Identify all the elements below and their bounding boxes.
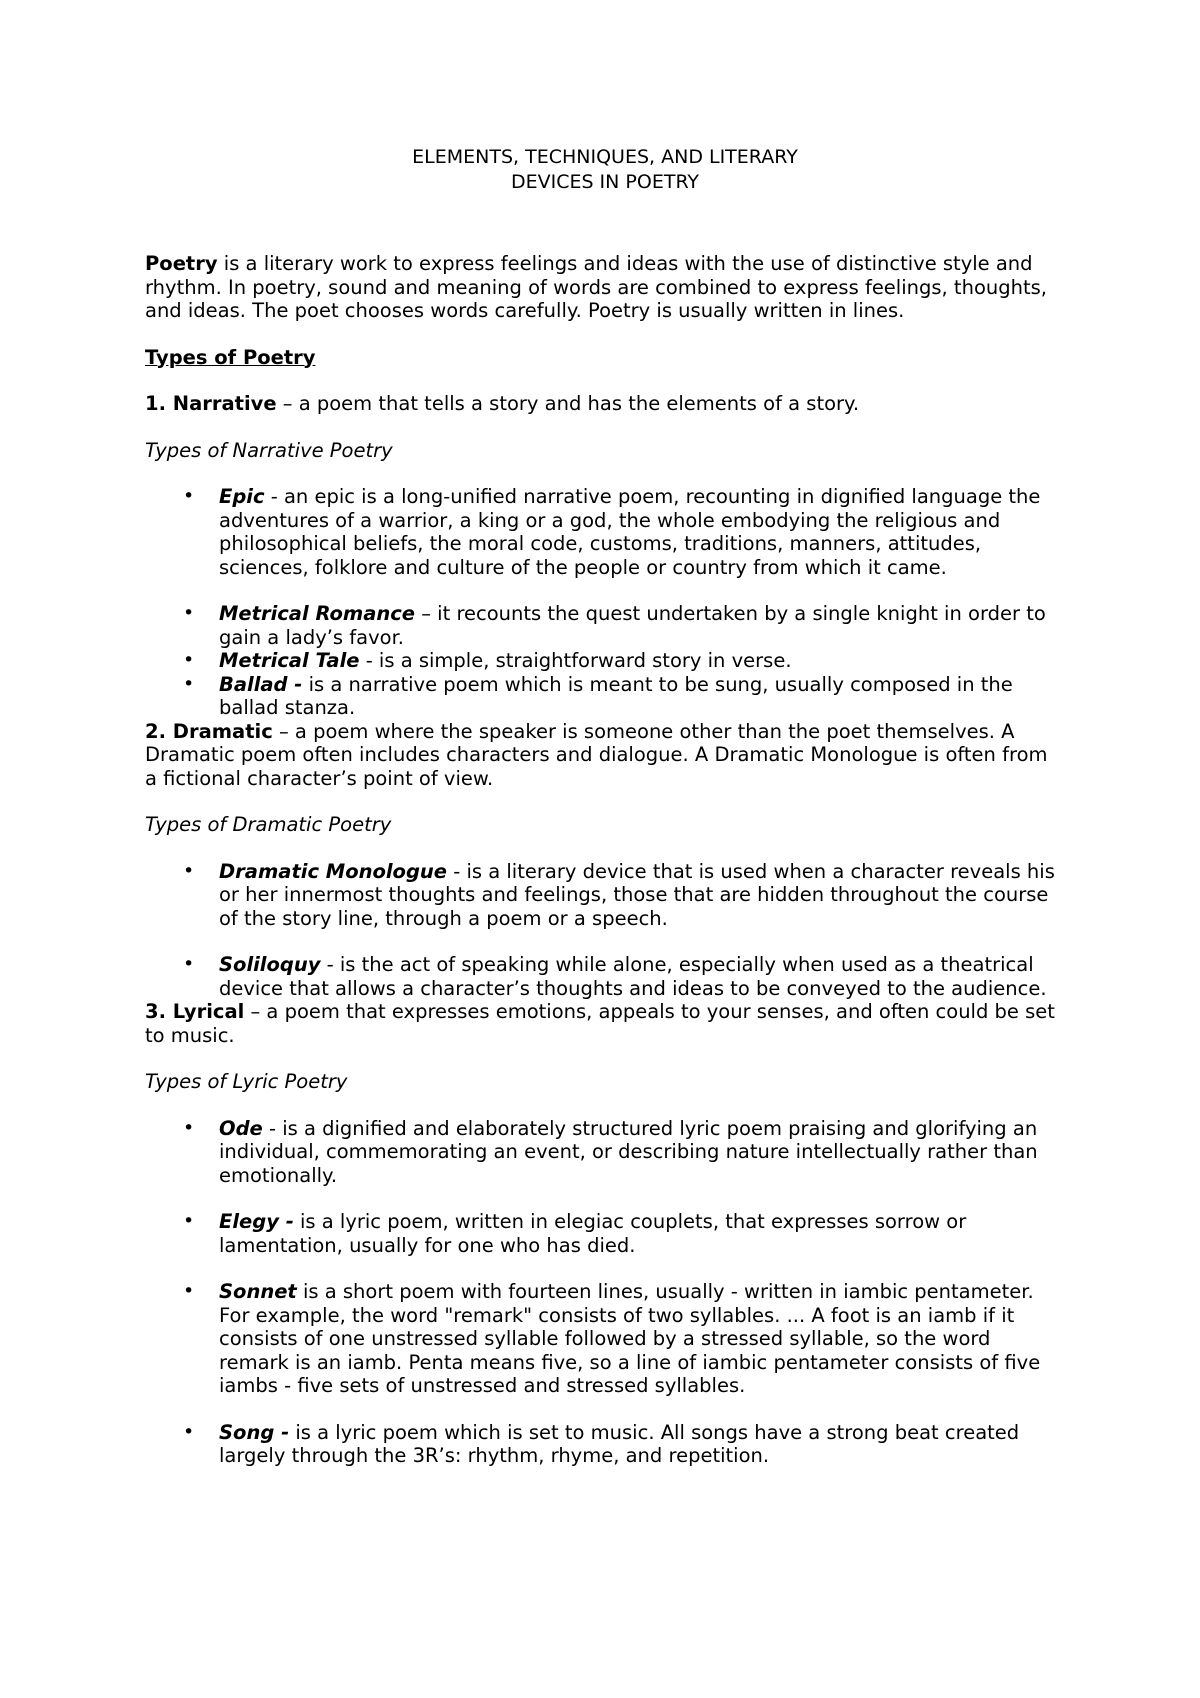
item-text: - is the act of speaking while alone, especially when used as a theatrical device that allows a character’s thoughts and ideas to be conveyed to the audience. [219,953,1047,1000]
item-term: Epic [219,485,265,508]
narrative-text: – a poem that tells a story and has the elements of a story. [276,392,860,415]
bullet-icon: • [183,859,195,882]
list-item [145,1421,1065,1468]
document-title [145,145,1065,195]
lyrical-text: – a poem that expresses emotions, appeals to your senses, and often could be set to music. [145,1000,1055,1047]
intro-term: Poetry [145,252,218,275]
bullet-icon: • [183,649,195,671]
item-text: is a lyric poem which is set to music. All songs have a strong beat created largely through the 3R’s: rhythm, rhyme, and repetition. [219,1420,1020,1467]
bullet-icon: • [183,1420,195,1443]
narrative-paragraph [145,392,1065,416]
item-term: Ode [219,1116,263,1140]
item-text: - is a dignified and elaborately structured lyric poem praising and glorifying an individual, commemorating an event, or describing nature intellectually rather than emotionally. [219,1116,1038,1187]
list-item [145,1117,1065,1188]
dramatic-label: 2. Dramatic [145,719,273,743]
item-term: Metrical Romance [219,602,416,625]
item-text: – it recounts the quest undertaken by a single knight in order to gain a lady’s favor. [219,602,1046,649]
item-term: Song - [219,1420,290,1444]
lyrical-list [145,1117,1065,1468]
item-text: - is a literary device that is used when a character reveals his or her innermost thoughts and feelings, those that are hidden throughout the course of the story line, through a poem or a speech. [219,859,1055,930]
list-item [145,953,1065,1000]
intro-text: is a literary work to express feelings and ideas with the use of distinctive style and rhythm. In poetry, sound and meaning of words are combined to express feelings, thoughts, and ideas. The poet chooses words carefully. Poetry is usually written in lines. [145,252,1047,322]
list-item [145,602,1065,649]
item-text: is a narrative poem which is meant to be sung, usually composed in the ballad stanza. [219,672,1013,719]
lyrical-subheading: Types of Lyric Poetry [145,1070,348,1093]
item-text: - is a simple, straightforward story in verse. [359,649,792,672]
bullet-icon: • [183,953,195,975]
title-line-1: ELEMENTS, TECHNIQUES, AND LITERARY [412,146,798,168]
item-term: Soliloquy [219,953,321,976]
item-term: Dramatic Monologue [219,859,448,883]
bullet-icon: • [183,602,195,624]
types-heading: Types of Poetry [145,345,316,369]
dramatic-subheading: Types of Dramatic Poetry [145,813,392,836]
bullet-icon: • [183,1210,195,1232]
list-item [145,1210,1065,1257]
dramatic-list [145,860,1065,1001]
dramatic-text: – a poem where the speaker is someone other than the poet themselves. A Dramatic poem often includes characters and dialogue. A Dramatic Monologue is often from a fictional character’s point of view. [145,719,1048,790]
lyrical-label: 3. Lyrical [145,1000,245,1023]
dramatic-paragraph [145,720,1065,791]
bullet-icon: • [183,672,195,695]
list-item [145,649,1065,673]
list-item [145,485,1065,579]
title-line-2: DEVICES IN POETRY [510,171,700,193]
bullet-icon: • [183,1280,195,1302]
list-item [145,673,1065,720]
item-text: is a short poem with fourteen lines, usually - written in iambic pentameter. For example, the word "remark" consists of two syllables. ... A foot is an iamb if it consists of one unstressed syllable followed by a stressed syllable, so the word remark is an iamb. Penta means five, so a line of iambic pentameter consists of five iambs - five sets of unstressed and stressed syllables. [219,1280,1041,1397]
item-text: is a lyric poem, written in elegiac couplets, that expresses sorrow or lamentation, usually for one who has died. [219,1210,967,1257]
item-term: Sonnet [219,1280,297,1303]
narrative-label: 1. Narrative [145,392,277,415]
list-item [145,1280,1065,1398]
bullet-icon: • [183,1116,195,1139]
item-term: Ballad - [219,672,303,696]
list-item [145,860,1065,931]
document-body [145,252,1065,1468]
intro-paragraph [145,252,1065,323]
lyrical-paragraph [145,1000,1065,1047]
bullet-icon: • [183,485,195,507]
item-term: Metrical Tale [219,649,360,672]
item-text: - an epic is a long-unified narrative poem, recounting in dignified language the adventures of a warrior, a king or a god, the whole embodying the religious and philosophical beliefs, the moral code, customs, traditions, manners, attitudes, sciences, folklore and culture of the people or country from which it came. [219,485,1041,579]
item-term: Elegy - [219,1210,294,1233]
narrative-list [145,485,1065,720]
narrative-subheading: Types of Narrative Poetry [145,438,393,462]
